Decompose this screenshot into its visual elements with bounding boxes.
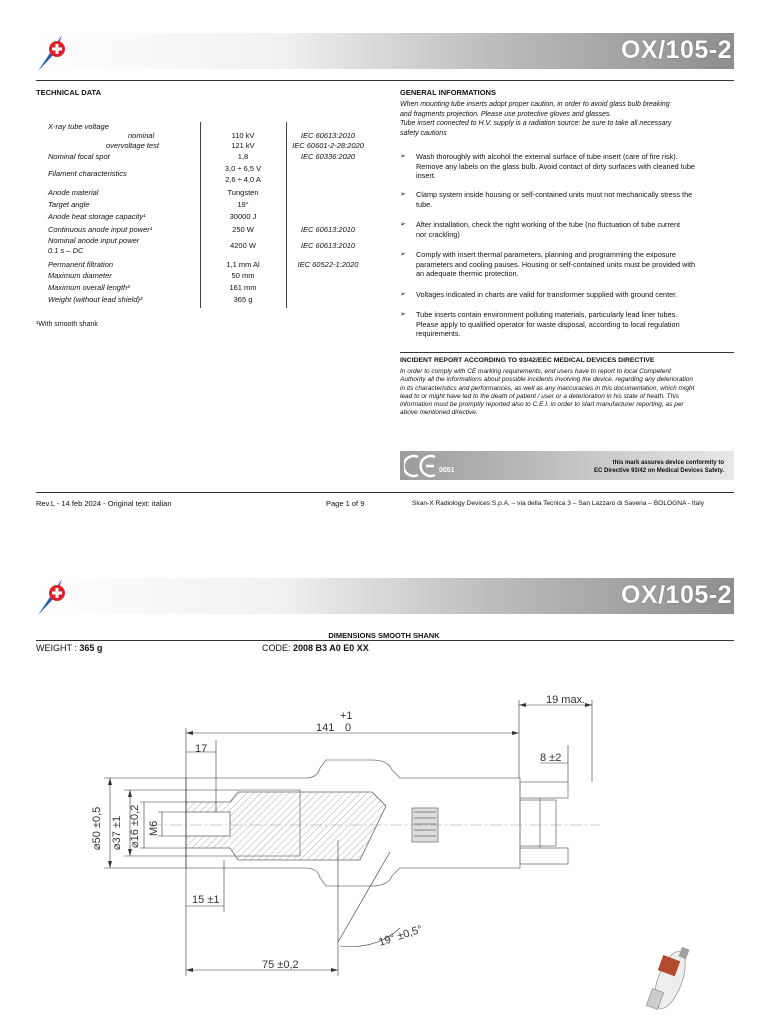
bullet-line: Wash thoroughly with alcohol the external surface of tube insert (care of fire risk).	[416, 152, 678, 161]
row-value: 1,1 mm Al	[226, 260, 260, 269]
bullet-line: parameters and cooling pauses. Housing or self-contained units must be provided with	[416, 259, 696, 269]
table-footnote: ¹With smooth shank	[36, 321, 98, 328]
dim-15: 15 ±1	[192, 894, 220, 906]
weight-label: WEIGHT :	[36, 643, 77, 653]
row-standard: IEC 60613:2010	[300, 241, 356, 250]
page-title: OX/105-2	[620, 581, 732, 609]
dim-diameter-16: ⌀16 ±0,2	[129, 804, 141, 848]
row-label: nominal	[128, 131, 155, 140]
dim-75: 75 ±0,2	[262, 959, 299, 971]
row-label: Maximum overall length²	[48, 283, 130, 292]
intro-line: Tube insert connected to H.V. supply is a radiation source: be sure to take all necessary	[400, 120, 672, 127]
row-value: 110 kV	[231, 131, 255, 140]
dim-angle: 19° ±0,5°	[377, 923, 425, 949]
row-standard: IEC 60613:2010	[300, 225, 356, 234]
general-info-intro	[400, 100, 734, 138]
row-standard: IEC 60336:2020	[300, 152, 356, 161]
incident-rule	[400, 352, 734, 353]
incident-line: lead to or might have led to the death of patient / user or a deterioration in his state of heath. This	[400, 392, 679, 400]
dimensions-rule	[36, 640, 734, 641]
ce-text-line: this mark assures device conformity to	[612, 460, 724, 466]
row-value: 19°	[237, 200, 249, 209]
row-standard: IEC 60601-2-28:2020	[292, 141, 364, 150]
bullet-line: insert.	[416, 171, 436, 180]
bullet-line: Please apply to qualified operator for waste disposal, according to local regulation	[416, 319, 680, 329]
row-value: 161 mm	[229, 283, 257, 292]
row-label: Anode heat storage capacity¹	[48, 212, 146, 221]
dim-overall-length: 141	[316, 722, 335, 734]
row-standard: IEC 60613:2010	[300, 131, 356, 140]
row-value: 3,0 ÷ 6,5 V	[224, 164, 262, 173]
bullet-arrow-icon: ➢	[400, 153, 406, 160]
intro-line: When mounting tube inserts adopt proper caution, in order to avoid glass bulb breaking	[400, 101, 670, 108]
row-value: 2,6 ÷ 4,0 A	[225, 175, 261, 184]
footer-rule	[36, 492, 734, 493]
bullet-line: nor crackling)	[416, 229, 460, 239]
row-value: 1,8	[237, 152, 249, 161]
dim-thread-m6: M6	[148, 820, 160, 836]
bullet-line: Clamp system inside housing or self-contained units must not mechanically stress the	[416, 190, 693, 199]
technical-data-heading: TECHNICAL DATA	[36, 88, 101, 97]
row-label: Filament characteristics	[48, 169, 127, 178]
code-value: 2008 B3 A0 E0 XX	[293, 643, 369, 653]
weight-info	[36, 643, 102, 653]
dimensions-heading: DIMENSIONS SMOOTH SHANK	[328, 631, 440, 640]
company-logo-icon	[36, 578, 72, 616]
bullet-line: tube.	[416, 199, 433, 209]
dim-8: 8 ±2	[540, 752, 562, 764]
tube-thumbnail-icon	[646, 947, 691, 1012]
code-label: CODE:	[262, 643, 291, 653]
row-label: Target angle	[48, 200, 90, 209]
technical-data-table	[36, 120, 376, 310]
bullet-line: Remove any labels on the glass bulb. Avoid contact of dirty surfaces with cleaned tube	[416, 161, 695, 171]
bullet-arrow-icon: ➢	[400, 191, 406, 198]
dim-diameter-50: ⌀50 ±0,5	[91, 806, 103, 850]
dim-19max: 19 max.	[546, 694, 586, 706]
bullet-arrow-icon: ➢	[400, 311, 406, 318]
incident-line: Authority all the informations about possible incidents involving the device, regarding any deterioration	[400, 376, 694, 384]
row-value: 121 kV	[231, 141, 255, 150]
intro-line: safety cautions	[400, 129, 447, 137]
row-value: 365 g	[233, 295, 253, 304]
bullet-line: requirements.	[416, 329, 461, 338]
bullet-line: an adequate thermic protection.	[416, 269, 519, 278]
dim-tolerance-plus: +1	[340, 710, 353, 722]
row-standard: IEC 60522-1:2020	[297, 260, 359, 269]
row-value: Tungsten	[227, 188, 259, 197]
company-logo-icon	[36, 34, 72, 72]
dim-tolerance-zero: 0	[345, 722, 352, 734]
page-title: OX/105-2	[620, 36, 732, 64]
dim-17: 17	[195, 743, 208, 755]
row-value: 50 mm	[231, 271, 255, 280]
incident-text	[400, 368, 734, 418]
ce-text	[594, 459, 724, 475]
weight-value: 365 g	[79, 643, 103, 653]
row-label: Nominal anode input power	[48, 236, 140, 245]
ce-conformity-box	[400, 451, 734, 480]
row-label: Permanent filtration	[48, 260, 114, 269]
ce-number: 0051	[439, 467, 455, 474]
intro-line: and fragments projection. Please use protective gloves and glasses.	[400, 110, 612, 118]
row-label: Continuous anode input power¹	[48, 225, 153, 234]
bullet-arrow-icon: ➢	[400, 221, 406, 228]
footer-revision: Rev.L - 14 feb 2024 - Original text: italian	[36, 499, 172, 508]
incident-line: information must be promptly reported also to C.E.I. in order to start manufacturer reporting, as per	[400, 401, 684, 409]
footer-page-number: Page 1 of 9	[326, 499, 365, 508]
bullet-arrow-icon: ➢	[400, 251, 406, 258]
bullet-line: Comply with insert thermal parameters, planning and programming the exposure	[416, 250, 676, 259]
incident-line: In order to comply with CE marking requirements, end users have to report to local Competent	[400, 368, 671, 375]
header-rule	[36, 80, 734, 81]
row-value: 30000 J	[229, 212, 257, 221]
row-label: Nominal focal spot	[48, 152, 110, 161]
row-label: Weight (without lead shield)²	[48, 295, 143, 304]
ce-text-line: EC Directive 93/42 on Medical Devices Safety.	[594, 468, 724, 474]
row-value: 4200 W	[230, 241, 256, 250]
row-label: X-ray tube voltage	[48, 122, 109, 131]
thread-bore	[186, 812, 230, 836]
bullet-line: Voltages indicated in charts are valid for transformer supplied with ground center.	[416, 290, 678, 299]
row-label: overvoltage test	[106, 141, 159, 150]
incident-line: in its characteristics and performances, as well as any inaccuracies in this documentation, which might	[400, 384, 695, 392]
row-label: 0.1 s – DC	[48, 246, 84, 255]
row-label: Maximum diameter	[48, 271, 112, 280]
bullet-line: Tube inserts contain environment polluting materials, particularly lead liner tubes.	[416, 310, 678, 319]
incident-heading: INCIDENT REPORT ACCORDING TO 93/42/EEC MEDICAL DEVICES DIRECTIVE	[400, 357, 655, 364]
dim-diameter-37: ⌀37 ±1	[111, 815, 123, 850]
bullet-arrow-icon: ➢	[400, 291, 406, 298]
code-info	[262, 643, 369, 653]
ce-mark-icon	[404, 454, 438, 478]
footer-company: Skan-X Radiology Devices S.p.A. – via della Tecnica 3 – San Lazzaro di Savena – BOLOGNA - Italy	[412, 500, 704, 507]
bullet-line: After installation, check the right working of the tube (no fluctuation of tube current	[416, 220, 681, 229]
row-label: Anode material	[48, 188, 99, 197]
row-value: 250 W	[232, 225, 254, 234]
dimension-drawing	[0, 660, 768, 1024]
incident-line: above mentioned directive.	[400, 409, 478, 417]
general-info-heading: GENERAL INFORMATIONS	[400, 88, 496, 97]
